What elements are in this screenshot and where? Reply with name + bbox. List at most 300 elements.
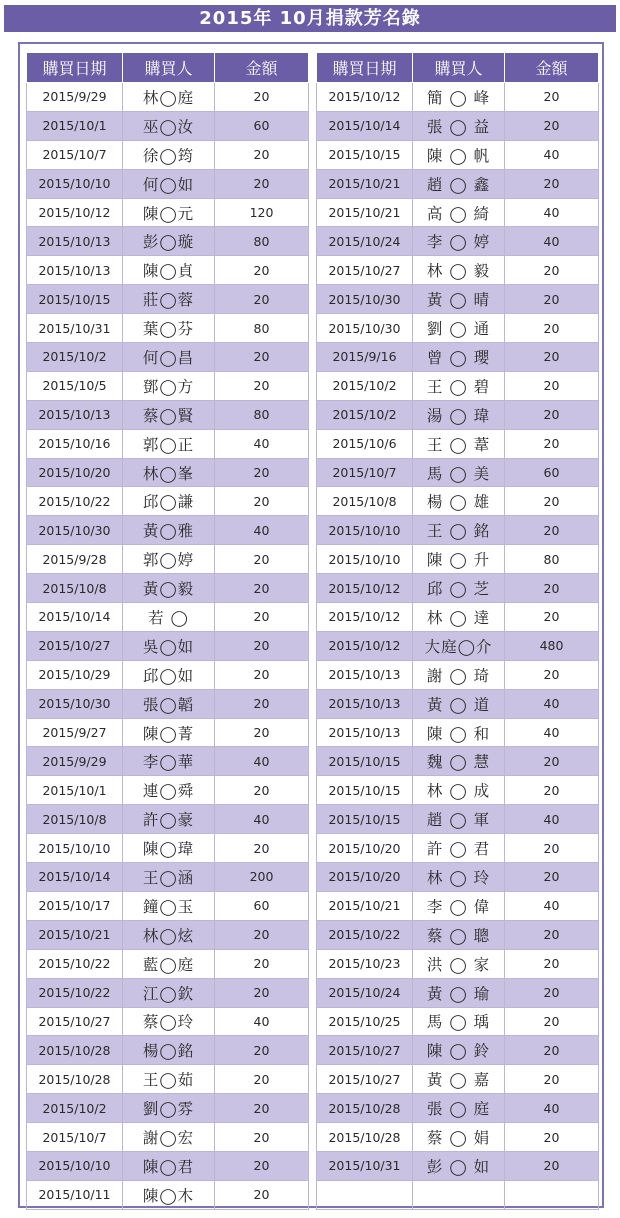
- cell-amount: 20: [505, 256, 599, 285]
- cell-buyer: 黃 ◯ 嘉: [413, 1065, 505, 1094]
- cell-amount: 20: [505, 169, 599, 198]
- cell-date: 2015/10/22: [27, 978, 123, 1007]
- cell-amount: 20: [505, 111, 599, 140]
- table-row: [27, 314, 309, 343]
- table-row: [27, 1065, 309, 1094]
- table-row: [27, 920, 309, 949]
- cell-amount: 20: [505, 487, 599, 516]
- cell-date: 2015/9/27: [27, 718, 123, 747]
- cell-date: 2015/10/14: [27, 603, 123, 632]
- cell-buyer: 陳 ◯ 鈴: [413, 1036, 505, 1065]
- cell-amount: 20: [505, 314, 599, 343]
- cell-amount: 20: [505, 660, 599, 689]
- table-row: [27, 689, 309, 718]
- table-row: [27, 891, 309, 920]
- cell-buyer: 蔡◯賢: [123, 400, 215, 429]
- cell-date: 2015/10/14: [317, 111, 413, 140]
- cell-date: 2015/10/27: [317, 256, 413, 285]
- cell-date: 2015/10/13: [317, 689, 413, 718]
- cell-buyer: 趙 ◯ 鑫: [413, 169, 505, 198]
- cell-amount: 20: [215, 603, 309, 632]
- table-row: [27, 718, 309, 747]
- cell-date: 2015/10/21: [317, 169, 413, 198]
- cell-buyer: 王◯茹: [123, 1065, 215, 1094]
- cell-buyer: 李 ◯ 偉: [413, 891, 505, 920]
- cell-amount: 20: [215, 574, 309, 603]
- cell-date: 2015/10/8: [317, 487, 413, 516]
- table-row: [317, 198, 599, 227]
- cell-amount: 20: [505, 371, 599, 400]
- cell-buyer: 林◯庭: [123, 83, 215, 112]
- cell-buyer: 大庭◯介: [413, 631, 505, 660]
- table-row: [317, 314, 599, 343]
- table-row: [27, 1036, 309, 1065]
- table-row: [27, 83, 309, 112]
- cell-date: 2015/10/30: [27, 516, 123, 545]
- cell-buyer: 何◯如: [123, 169, 215, 198]
- cell-buyer: 張◯韜: [123, 689, 215, 718]
- cell-amount: 60: [215, 111, 309, 140]
- table-row: [317, 343, 599, 372]
- cell-date: 2015/10/12: [27, 198, 123, 227]
- cell-date: 2015/10/17: [27, 891, 123, 920]
- table-row: [27, 285, 309, 314]
- cell-date: 2015/10/27: [317, 1065, 413, 1094]
- cell-date: 2015/10/20: [317, 834, 413, 863]
- cell-buyer: 謝◯宏: [123, 1123, 215, 1152]
- donor-table-left: [26, 52, 309, 1210]
- cell-date: 2015/10/12: [317, 631, 413, 660]
- cell-buyer: 張 ◯ 益: [413, 111, 505, 140]
- cell-buyer: 王 ◯ 碧: [413, 371, 505, 400]
- donor-list-frame: [18, 42, 604, 1208]
- cell-buyer: 巫◯汝: [123, 111, 215, 140]
- cell-buyer: 魏 ◯ 慧: [413, 747, 505, 776]
- cell-buyer: 謝 ◯ 琦: [413, 660, 505, 689]
- cell-amount: 20: [505, 1123, 599, 1152]
- cell-buyer: 邱◯謙: [123, 487, 215, 516]
- cell-date: 2015/10/23: [317, 949, 413, 978]
- cell-amount: 20: [505, 978, 599, 1007]
- table-row: [317, 1151, 599, 1180]
- table-row: [27, 776, 309, 805]
- table-row: [27, 198, 309, 227]
- table-row: [317, 949, 599, 978]
- cell-amount: 20: [215, 169, 309, 198]
- cell-date: 2015/10/30: [27, 689, 123, 718]
- cell-date: 2015/10/28: [27, 1065, 123, 1094]
- cell-amount: 40: [505, 689, 599, 718]
- header-buyer: 購買人: [413, 53, 505, 83]
- cell-buyer: 許 ◯ 君: [413, 834, 505, 863]
- cell-date: 2015/10/1: [27, 111, 123, 140]
- table-row: [317, 574, 599, 603]
- cell-date: 2015/10/13: [317, 660, 413, 689]
- table-row: [27, 111, 309, 140]
- cell-buyer: 趙 ◯ 軍: [413, 805, 505, 834]
- table-row: [317, 169, 599, 198]
- cell-date: 2015/10/21: [317, 891, 413, 920]
- table-row: [317, 603, 599, 632]
- table-row: [317, 891, 599, 920]
- cell-amount: 80: [505, 545, 599, 574]
- table-row: [317, 429, 599, 458]
- cell-amount: 20: [215, 487, 309, 516]
- cell-buyer: 鄧◯方: [123, 371, 215, 400]
- cell-date: 2015/10/8: [27, 805, 123, 834]
- cell-buyer: 江◯欽: [123, 978, 215, 1007]
- cell-amount: 40: [505, 805, 599, 834]
- cell-amount: 20: [215, 1151, 309, 1180]
- cell-date: 2015/10/24: [317, 227, 413, 256]
- cell-amount: 20: [215, 660, 309, 689]
- table-row: [27, 1094, 309, 1123]
- page-title: 2015年 10月捐款芳名錄: [4, 5, 616, 32]
- table-row: [317, 747, 599, 776]
- cell-buyer: 湯 ◯ 瑋: [413, 400, 505, 429]
- cell-date: 2015/10/24: [317, 978, 413, 1007]
- table-row: [27, 487, 309, 516]
- cell-amount: 60: [505, 458, 599, 487]
- cell-date: 2015/10/13: [27, 400, 123, 429]
- cell-buyer: 林 ◯ 玲: [413, 863, 505, 892]
- cell-date: 2015/9/29: [27, 747, 123, 776]
- cell-date: 2015/10/15: [317, 805, 413, 834]
- cell-buyer: 陳◯元: [123, 198, 215, 227]
- cell-buyer: 陳 ◯ 和: [413, 718, 505, 747]
- cell-date: 2015/10/7: [27, 1123, 123, 1152]
- table-header-row: [27, 53, 309, 83]
- cell-date: 2015/10/13: [27, 256, 123, 285]
- table-header-row: [317, 53, 599, 83]
- cell-date: 2015/10/20: [27, 458, 123, 487]
- cell-buyer: 林 ◯ 毅: [413, 256, 505, 285]
- cell-date: 2015/10/10: [317, 545, 413, 574]
- table-row: [27, 1180, 309, 1209]
- cell-date: 2015/10/28: [317, 1123, 413, 1152]
- cell-amount: 20: [215, 1123, 309, 1152]
- cell-amount: 20: [215, 458, 309, 487]
- cell-amount: 20: [505, 1151, 599, 1180]
- cell-buyer: 林◯峯: [123, 458, 215, 487]
- table-row: [27, 140, 309, 169]
- cell-date: 2015/10/1: [27, 776, 123, 805]
- cell-amount: 20: [215, 1065, 309, 1094]
- cell-date: 2015/10/30: [317, 285, 413, 314]
- cell-buyer: 高 ◯ 綺: [413, 198, 505, 227]
- cell-amount: 20: [215, 545, 309, 574]
- cell-buyer: 蔡◯玲: [123, 1007, 215, 1036]
- table-row: [27, 1151, 309, 1180]
- cell-date: 2015/10/12: [317, 574, 413, 603]
- cell-amount: 20: [505, 83, 599, 112]
- cell-date: 2015/10/15: [317, 140, 413, 169]
- table-row: [27, 1007, 309, 1036]
- cell-amount: 40: [215, 1007, 309, 1036]
- cell-amount: 20: [215, 140, 309, 169]
- cell-buyer: 彭◯璇: [123, 227, 215, 256]
- table-row: [27, 978, 309, 1007]
- table-row: [317, 516, 599, 545]
- cell-buyer: 邱◯如: [123, 660, 215, 689]
- cell-amount: 20: [215, 285, 309, 314]
- table-row: [27, 516, 309, 545]
- cell-buyer: 邱 ◯ 芝: [413, 574, 505, 603]
- cell-amount: 40: [505, 1094, 599, 1123]
- table-row: [317, 458, 599, 487]
- cell-buyer: 彭 ◯ 如: [413, 1151, 505, 1180]
- cell-amount: 20: [505, 400, 599, 429]
- cell-amount: 20: [505, 1007, 599, 1036]
- cell-buyer: 曾 ◯ 瓔: [413, 343, 505, 372]
- cell-amount: 20: [215, 631, 309, 660]
- cell-amount: 20: [215, 83, 309, 112]
- table-row: [317, 863, 599, 892]
- cell-date: 2015/10/27: [27, 631, 123, 660]
- cell-amount: 20: [215, 949, 309, 978]
- table-row: [317, 111, 599, 140]
- table-row: [27, 429, 309, 458]
- cell-buyer: 徐◯筠: [123, 140, 215, 169]
- header-buyer: 購買人: [123, 53, 215, 83]
- cell-date: 2015/10/7: [27, 140, 123, 169]
- header-date: 購買日期: [27, 53, 123, 83]
- cell-date: 2015/10/10: [27, 1151, 123, 1180]
- cell-date: 2015/10/21: [317, 198, 413, 227]
- cell-buyer: 陳 ◯ 升: [413, 545, 505, 574]
- cell-amount: 20: [215, 834, 309, 863]
- table-row: [27, 805, 309, 834]
- table-row: [317, 285, 599, 314]
- table-row: [317, 1094, 599, 1123]
- table-row: [317, 140, 599, 169]
- header-amount: 金額: [505, 53, 599, 83]
- cell-amount: 40: [505, 198, 599, 227]
- cell-buyer: 林◯炫: [123, 920, 215, 949]
- cell-date: 2015/10/12: [317, 603, 413, 632]
- cell-date: 2015/10/22: [317, 920, 413, 949]
- cell-amount: 20: [505, 516, 599, 545]
- table-row: [317, 834, 599, 863]
- cell-date: 2015/10/30: [317, 314, 413, 343]
- cell-amount: 40: [505, 891, 599, 920]
- cell-buyer: 王 ◯ 葦: [413, 429, 505, 458]
- cell-buyer: 藍◯庭: [123, 949, 215, 978]
- cell-date: 2015/10/27: [27, 1007, 123, 1036]
- cell-amount: 20: [215, 1180, 309, 1209]
- cell-amount: 80: [215, 400, 309, 429]
- cell-date: 2015/10/25: [317, 1007, 413, 1036]
- cell-date: 2015/10/29: [27, 660, 123, 689]
- cell-buyer: 楊 ◯ 雄: [413, 487, 505, 516]
- cell-date: 2015/10/2: [317, 400, 413, 429]
- table-row: [317, 1036, 599, 1065]
- cell-buyer: 林 ◯ 成: [413, 776, 505, 805]
- cell-buyer: 李◯華: [123, 747, 215, 776]
- cell-amount: 20: [215, 978, 309, 1007]
- cell-buyer: 葉◯芬: [123, 314, 215, 343]
- cell-amount: 40: [505, 140, 599, 169]
- cell-date: 2015/10/7: [317, 458, 413, 487]
- cell-amount: 20: [215, 776, 309, 805]
- table-row: [27, 747, 309, 776]
- cell-buyer: 陳 ◯ 帆: [413, 140, 505, 169]
- table-row: [317, 776, 599, 805]
- cell-amount: 20: [215, 920, 309, 949]
- table-row: [317, 920, 599, 949]
- cell-amount: 20: [505, 834, 599, 863]
- cell-buyer: 黃 ◯ 晴: [413, 285, 505, 314]
- cell-buyer: 莊◯蓉: [123, 285, 215, 314]
- cell-amount: 200: [215, 863, 309, 892]
- cell-amount: 20: [505, 603, 599, 632]
- cell-date: [317, 1180, 413, 1209]
- table-row: [27, 545, 309, 574]
- cell-date: 2015/10/22: [27, 487, 123, 516]
- cell-date: 2015/10/5: [27, 371, 123, 400]
- cell-amount: 20: [505, 949, 599, 978]
- table-row: [317, 256, 599, 285]
- cell-buyer: 許◯豪: [123, 805, 215, 834]
- cell-buyer: 王◯涵: [123, 863, 215, 892]
- table-row: [27, 256, 309, 285]
- cell-date: 2015/9/16: [317, 343, 413, 372]
- cell-date: 2015/10/10: [27, 834, 123, 863]
- table-row: [27, 227, 309, 256]
- table-row: [317, 1065, 599, 1094]
- cell-date: 2015/10/13: [27, 227, 123, 256]
- cell-date: 2015/10/8: [27, 574, 123, 603]
- cell-buyer: 黃◯雅: [123, 516, 215, 545]
- header-date: 購買日期: [317, 53, 413, 83]
- cell-amount: 20: [505, 920, 599, 949]
- cell-buyer: 張 ◯ 庭: [413, 1094, 505, 1123]
- cell-buyer: 郭◯婷: [123, 545, 215, 574]
- cell-amount: 80: [215, 314, 309, 343]
- cell-buyer: 劉◯雰: [123, 1094, 215, 1123]
- cell-date: 2015/10/10: [317, 516, 413, 545]
- cell-amount: 120: [215, 198, 309, 227]
- cell-amount: 20: [505, 574, 599, 603]
- cell-date: 2015/10/13: [317, 718, 413, 747]
- cell-buyer: 陳◯菁: [123, 718, 215, 747]
- cell-amount: 20: [505, 1065, 599, 1094]
- cell-buyer: 陳◯瑋: [123, 834, 215, 863]
- cell-buyer: 蔡 ◯ 娟: [413, 1123, 505, 1152]
- cell-date: 2015/10/15: [317, 747, 413, 776]
- cell-date: 2015/10/28: [317, 1094, 413, 1123]
- table-row: [317, 83, 599, 112]
- cell-date: 2015/10/10: [27, 169, 123, 198]
- cell-amount: 20: [505, 429, 599, 458]
- table-row: [317, 1180, 599, 1209]
- cell-amount: 20: [215, 1094, 309, 1123]
- cell-date: 2015/10/27: [317, 1036, 413, 1065]
- cell-amount: 20: [505, 747, 599, 776]
- table-row: [317, 371, 599, 400]
- cell-buyer: 連◯舜: [123, 776, 215, 805]
- cell-amount: 40: [215, 805, 309, 834]
- cell-buyer: [413, 1180, 505, 1209]
- cell-amount: 20: [505, 285, 599, 314]
- cell-buyer: 簡 ◯ 峰: [413, 83, 505, 112]
- cell-amount: 20: [505, 776, 599, 805]
- cell-date: 2015/10/28: [27, 1036, 123, 1065]
- cell-amount: 20: [215, 343, 309, 372]
- cell-date: 2015/10/2: [27, 1094, 123, 1123]
- cell-buyer: 黃 ◯ 瑜: [413, 978, 505, 1007]
- cell-date: 2015/10/21: [27, 920, 123, 949]
- cell-buyer: 鐘◯玉: [123, 891, 215, 920]
- table-row: [27, 660, 309, 689]
- table-row: [317, 487, 599, 516]
- table-row: [27, 1123, 309, 1152]
- table-row: [27, 834, 309, 863]
- table-row: [27, 458, 309, 487]
- cell-buyer: 王 ◯ 銘: [413, 516, 505, 545]
- cell-amount: [505, 1180, 599, 1209]
- cell-amount: 20: [215, 718, 309, 747]
- cell-buyer: 林 ◯ 達: [413, 603, 505, 632]
- cell-buyer: 黃 ◯ 道: [413, 689, 505, 718]
- table-row: [317, 227, 599, 256]
- table-row: [27, 343, 309, 372]
- cell-buyer: 馬 ◯ 瑀: [413, 1007, 505, 1036]
- cell-amount: 20: [215, 1036, 309, 1065]
- cell-buyer: 陳◯木: [123, 1180, 215, 1209]
- table-row: [317, 545, 599, 574]
- cell-date: 2015/10/2: [317, 371, 413, 400]
- cell-buyer: 李 ◯ 婷: [413, 227, 505, 256]
- table-row: [317, 1007, 599, 1036]
- table-row: [27, 169, 309, 198]
- cell-date: 2015/10/2: [27, 343, 123, 372]
- header-amount: 金額: [215, 53, 309, 83]
- cell-date: 2015/10/12: [317, 83, 413, 112]
- table-row: [317, 805, 599, 834]
- cell-amount: 20: [505, 863, 599, 892]
- cell-date: 2015/10/11: [27, 1180, 123, 1209]
- cell-amount: 20: [215, 689, 309, 718]
- cell-date: 2015/10/15: [317, 776, 413, 805]
- table-row: [317, 631, 599, 660]
- table-row: [317, 718, 599, 747]
- cell-amount: 20: [215, 371, 309, 400]
- cell-amount: 40: [215, 516, 309, 545]
- table-row: [27, 574, 309, 603]
- cell-buyer: 黃◯毅: [123, 574, 215, 603]
- cell-buyer: 陳◯君: [123, 1151, 215, 1180]
- cell-amount: 80: [215, 227, 309, 256]
- cell-buyer: 楊◯銘: [123, 1036, 215, 1065]
- cell-buyer: 吳◯如: [123, 631, 215, 660]
- cell-amount: 40: [505, 718, 599, 747]
- cell-date: 2015/10/14: [27, 863, 123, 892]
- table-row: [27, 863, 309, 892]
- cell-buyer: 劉 ◯ 通: [413, 314, 505, 343]
- cell-date: 2015/10/31: [27, 314, 123, 343]
- cell-amount: 60: [215, 891, 309, 920]
- cell-buyer: 郭◯正: [123, 429, 215, 458]
- cell-date: 2015/10/20: [317, 863, 413, 892]
- table-row: [27, 603, 309, 632]
- cell-amount: 40: [215, 429, 309, 458]
- cell-date: 2015/10/16: [27, 429, 123, 458]
- cell-amount: 20: [505, 343, 599, 372]
- cell-buyer: 陳◯貞: [123, 256, 215, 285]
- cell-date: 2015/10/15: [27, 285, 123, 314]
- cell-amount: 480: [505, 631, 599, 660]
